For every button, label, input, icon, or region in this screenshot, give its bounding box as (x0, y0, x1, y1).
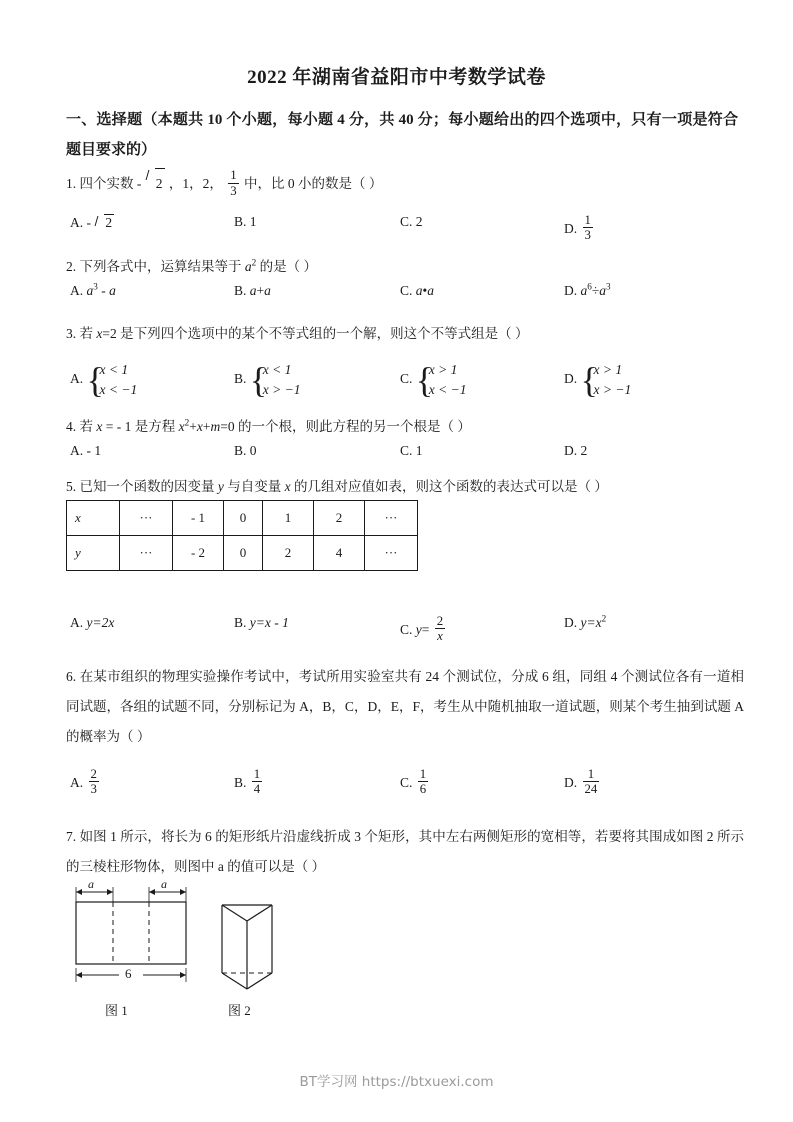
fraction-one-sixth: $\frac{1}{6}$ (419, 767, 427, 797)
cell: 1 (263, 501, 314, 536)
fraction-one-fourth: $\frac{1}{4}$ (253, 767, 261, 797)
q6-body-text: 在某市组织的物理实验操作考试中，考试所用实验室共有 24 个测试位，分成 6 组，同组 4 个测试位各有一道相同试题，各组的试题不同，分别标记为 A，B，C，D，E，F，考生从中随机抽取一道试题，则某个考生抽到试题 A 的概率为（ ） (66, 669, 745, 744)
q2-text-b: 的是（ ） (259, 259, 317, 274)
page-title: 2022 年湖南省益阳市中考数学试卷 (247, 67, 546, 88)
figure-1-caption: 图 1 (105, 1003, 128, 1018)
q4-option-d[interactable]: D. 2 (564, 443, 588, 458)
question-5-options (66, 615, 756, 645)
fraction-one-twentyfourth: $\frac{1}{24}$ (584, 767, 598, 797)
figure-2-caption: 图 2 (228, 1003, 251, 1018)
question-4 (66, 412, 744, 442)
cell: ··· (365, 536, 418, 571)
question-5-text: 5. 已知一个函数的因变量 y 与自变量 x 的几组对应值如表，则这个函数的表达式可以是（ ） (66, 479, 608, 494)
table-row (67, 536, 418, 571)
question-3-options (66, 350, 756, 402)
q1-text-b: ，1，2， (168, 176, 223, 191)
cell: ··· (120, 501, 173, 536)
question-6 (66, 662, 744, 752)
sqrt-icon: 2 (95, 214, 114, 231)
q7-body-text: 如图 1 所示，将长为 6 的矩形纸片沿虚线折成 3 个矩形，其中左右两侧矩形的宽相等，若要将其围成如图 2 所示的三棱柱形物体，则图中 a 的值可以是（ ） (66, 829, 745, 874)
cell: - 2 (173, 536, 224, 571)
table-row (67, 501, 418, 536)
footer-watermark: BT学习网 https://btxuexi.com (299, 1074, 494, 1090)
q3-option-a[interactable]: A. { x < 1 x < −1 (70, 360, 138, 400)
q1-text-a: 四个实数 - (79, 176, 142, 191)
q4-option-c[interactable]: C. 1 (400, 443, 423, 458)
question-5 (66, 472, 744, 502)
q6-option-b[interactable]: B. $\frac{1}{4}$ (234, 767, 261, 797)
function-value-table (66, 500, 418, 571)
question-1-text (66, 168, 383, 198)
question-6-options (66, 768, 756, 798)
figure-1-label-a-left: a (88, 877, 94, 891)
q2-text-a: 下列各式中，运算结果等于 (79, 259, 242, 274)
fraction-one-third: $\frac{1}{3}$ (230, 168, 237, 198)
q3-number: 3. (66, 326, 77, 341)
cell: - 1 (173, 501, 224, 536)
cell: 0 (224, 501, 263, 536)
figure-1-rectangle-net (66, 877, 196, 1000)
fraction-two-over-x: $\frac{2}{x}$ (436, 614, 444, 644)
sqrt-icon: 2 (146, 168, 165, 199)
q5-number: 5. (66, 479, 77, 494)
cell: ··· (365, 501, 418, 536)
brace-icon: { (415, 360, 434, 400)
q7-number: 7. (66, 829, 77, 844)
row-label-x: x (67, 501, 120, 536)
question-6-text (66, 662, 744, 752)
question-7 (66, 822, 744, 882)
fraction-one-third: $\frac{1}{3}$ (584, 213, 591, 243)
inequality-system: { x < 1 x > −1 (249, 360, 301, 400)
cell: ··· (120, 536, 173, 571)
q1-option-a[interactable]: A. - 2 (70, 215, 113, 230)
q1-option-d[interactable]: D. $\frac{1}{3}$ (564, 213, 591, 243)
figure-2-triangular-prism (210, 893, 290, 1003)
q3-option-b[interactable]: B. { x < 1 x > −1 (234, 360, 301, 400)
question-2-text: 2. 下列各式中，运算结果等于 $a^2$ 的是（ ） (66, 257, 317, 274)
brace-icon: { (580, 360, 598, 400)
q4-option-a[interactable]: A. - 1 (70, 443, 102, 458)
row-label-y: y (67, 536, 120, 571)
brace-icon: { (249, 360, 268, 400)
inequality-system: { x > 1 x > −1 (580, 360, 632, 400)
q2-option-c[interactable]: C. a•a (400, 283, 434, 298)
q1-text-c: 中，比 0 小的数是（ ） (244, 176, 383, 191)
inequality-system: { x > 1 x < −1 (415, 360, 467, 400)
question-7-text (66, 822, 744, 882)
q2-option-a[interactable]: A. $a^3$ - a (70, 281, 116, 298)
q2-option-d[interactable]: D. $a^6\div a^3$ (564, 281, 611, 298)
question-4-text: 4. 若 x = - 1 是方程 $x^2+x+m=0$ 的一个根，则此方程的另一个根是（ ） (66, 417, 471, 434)
q5-option-a[interactable]: A. y=2x (70, 615, 115, 630)
question-2 (66, 252, 744, 282)
question-1-options (66, 214, 756, 244)
fraction-two-thirds: $\frac{2}{3}$ (90, 767, 97, 797)
section-heading: 一、选择题（本题共 10 个小题，每小题 4 分，共 40 分；每小题给出的四个选项中，只有一项是符合题目要求的） (66, 112, 738, 158)
cell: 2 (263, 536, 314, 571)
brace-icon: { (86, 360, 104, 400)
q5-option-d[interactable]: D. $y=x^2$ (564, 613, 607, 630)
q2-option-b[interactable]: B. a+a (234, 283, 271, 298)
q1-number: 1. (66, 176, 77, 191)
q1-option-b[interactable]: B. 1 (234, 214, 257, 229)
q5-option-b[interactable]: B. y=x - 1 (234, 615, 289, 630)
q1-option-c[interactable]: C. 2 (400, 214, 423, 229)
q3-option-c[interactable]: C. { x > 1 x < −1 (400, 360, 467, 400)
question-3-text: 3. 若 x=2 是下列四个选项中的某个不等式组的一个解，则这个不等式组是（ ） (66, 326, 529, 341)
q6-option-a[interactable]: A. $\frac{2}{3}$ (70, 767, 97, 797)
question-3 (66, 319, 744, 349)
question-1 (66, 168, 744, 199)
cell: 2 (314, 501, 365, 536)
inequality-system: { x < 1 x < −1 (86, 360, 138, 400)
q6-option-d[interactable]: D. $\frac{1}{24}$ (564, 767, 598, 797)
question-4-options (66, 443, 756, 467)
q4-number: 4. (66, 419, 77, 434)
figure-1-label-six: 6 (125, 966, 132, 981)
q6-option-c[interactable]: C. $\frac{1}{6}$ (400, 767, 427, 797)
question-2-options (66, 283, 756, 307)
q5-option-c[interactable]: C. y= $\frac{2}{x}$ (400, 614, 444, 644)
cell: 4 (314, 536, 365, 571)
cell: 0 (224, 536, 263, 571)
q2-number: 2. (66, 259, 77, 274)
figure-2-svg (210, 893, 290, 998)
q4-option-b[interactable]: B. 0 (234, 443, 257, 458)
q3-option-d[interactable]: D. { x > 1 x > −1 (564, 360, 632, 400)
figure-1-label-a-right: a (161, 877, 167, 891)
q6-number: 6. (66, 669, 77, 684)
